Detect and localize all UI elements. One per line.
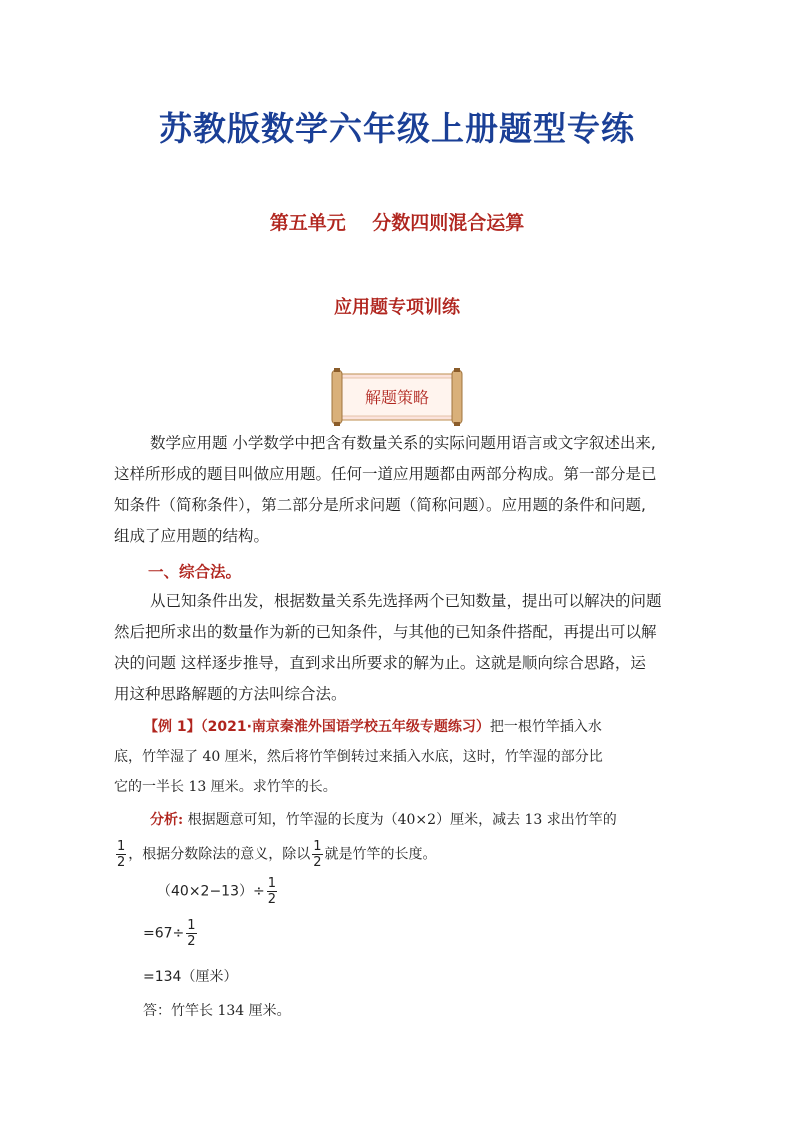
method-line: 决的问题 这样逐步推导，直到求出所要求的解为止。这就是顺向综合思路，运 xyxy=(114,654,646,672)
method-line: 从已知条件出发，根据数量关系先选择两个已知数量，提出可以解决的问题 xyxy=(150,592,662,610)
method-line: 然后把所求出的数量作为新的已知条件，与其他的已知条件搭配，再提出可以解 xyxy=(114,623,657,641)
section-heading: 一、综合法。 xyxy=(148,563,242,581)
analysis-text: 根据题意可知，竹竿湿的长度为（40×2）厘米，减去 13 求出竹竿的 xyxy=(183,812,617,828)
example-problem xyxy=(114,712,686,802)
example-text: 把一根竹竿插入水 xyxy=(489,719,602,735)
analysis-text: ，根据分数除法的意义，除以 xyxy=(128,846,311,863)
intro-paragraph xyxy=(114,428,686,552)
unit-title: 第五单元 分数四则混合运算 xyxy=(269,212,525,234)
calc-step-2: =67÷ $\frac{1}{2}$ xyxy=(143,918,196,949)
page-title: 苏教版数学六年级上册题型专练 xyxy=(159,109,635,148)
fraction-one-half: $\frac{1}{2}$ xyxy=(313,839,322,870)
strategy-banner xyxy=(330,368,464,426)
fraction-one-half: $\frac{1}{2}$ xyxy=(117,839,126,870)
example-label: 【例 1】（2021·南京秦淮外国语学校五年级专题练习） xyxy=(144,719,490,735)
analysis-text: 就是竹竿的长度。 xyxy=(324,846,437,863)
intro-line: 数学应用题 小学数学中把含有数量关系的实际问题用语言或文字叙述出来, xyxy=(150,434,656,452)
example-line xyxy=(114,712,686,742)
intro-line: 组成了应用题的结构。 xyxy=(114,527,270,545)
method-paragraph xyxy=(114,586,686,710)
analysis-line xyxy=(114,805,686,835)
section-subtitle: 应用题专项训练 xyxy=(334,297,460,318)
analysis-label: 分析: xyxy=(150,812,184,828)
intro-line: 这样所形成的题目叫做应用题。任何一道应用题都由两部分构成。第一部分是已 xyxy=(114,465,657,483)
analysis-line xyxy=(114,839,686,870)
method-line: 用这种思路解题的方法叫综合法。 xyxy=(114,685,347,703)
example-line: 底，竹竿湿了 40 厘米，然后将竹竿倒转过来插入水底，这时，竹竿湿的部分比 xyxy=(114,749,603,765)
strategy-banner-label: 解题策略 xyxy=(364,388,429,407)
example-line: 它的一半长 13 厘米。求竹竿的长。 xyxy=(114,779,337,795)
analysis-block xyxy=(114,805,686,870)
fraction-one-half: $\frac{1}{2}$ xyxy=(187,918,196,949)
answer-line: 答：竹竿长 134 厘米。 xyxy=(143,1003,291,1019)
calc-step-3: =134（厘米） xyxy=(143,969,238,985)
intro-line: 知条件（简称条件），第二部分是所求问题（简称问题）。应用题的条件和问题, xyxy=(114,496,646,514)
calc-step-1: （40×2−13）÷ $\frac{1}{2}$ xyxy=(157,876,277,907)
fraction-one-half: $\frac{1}{2}$ xyxy=(267,876,277,907)
